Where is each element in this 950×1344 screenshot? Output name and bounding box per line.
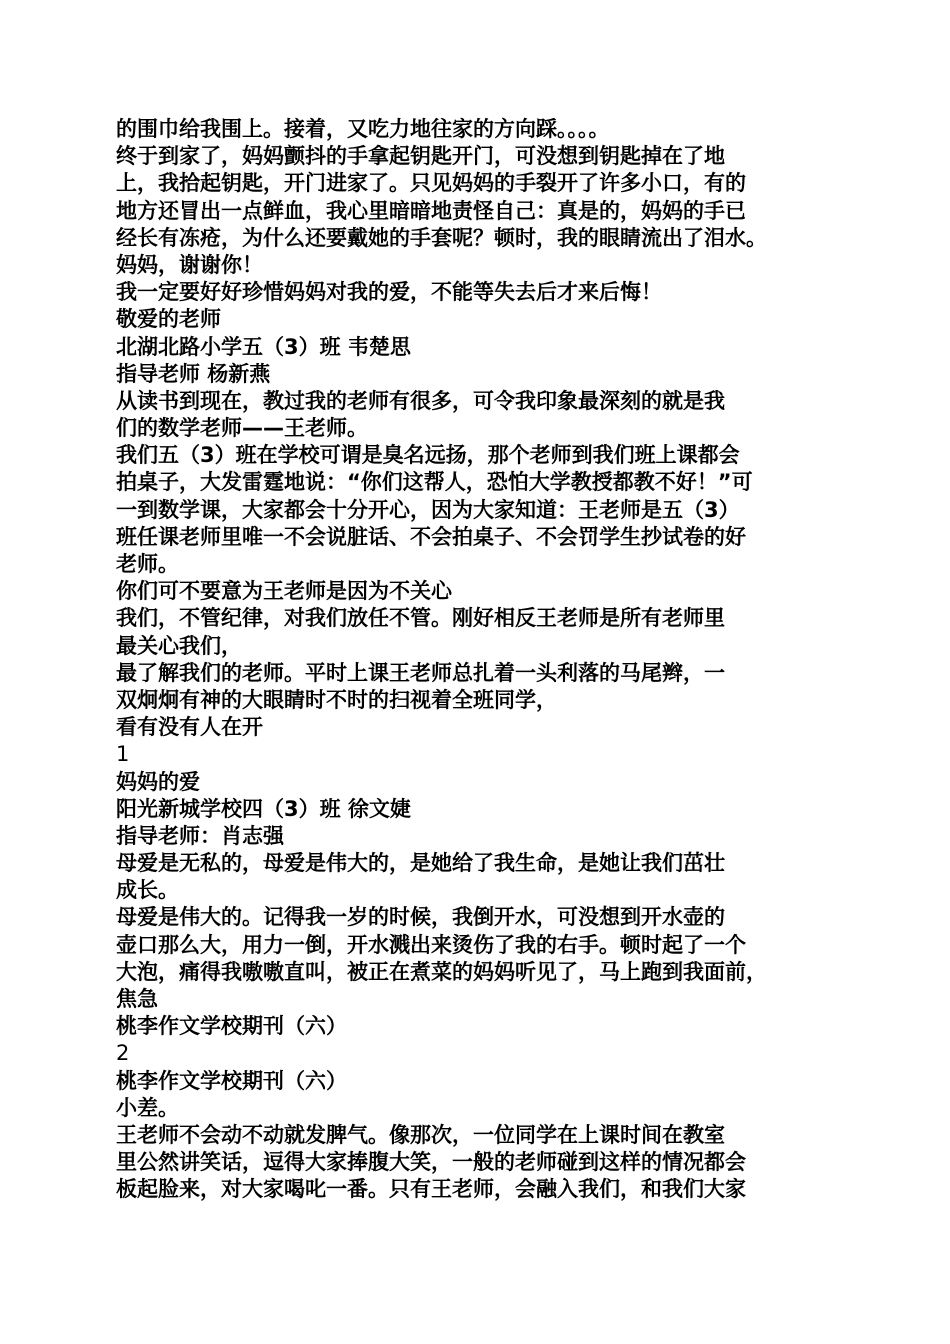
text-line: 敬爱的老师 <box>116 307 221 332</box>
text-line: 的围巾给我围上。接着，又吃力地往家的方向踩。。。。 <box>116 117 610 141</box>
text-line: 最了解我们的老师。平时上课王老师总扎着一头利落的马尾辫，一 <box>116 660 725 685</box>
text-line: 你们可不要意为王老师是因为不关心 <box>116 579 452 604</box>
text-line: 最关心我们， <box>116 633 242 658</box>
text-line: 老师。 <box>116 552 179 576</box>
text-line: 一到数学课，大家都会十分开心，因为大家知道：王老师是五（3） <box>116 497 740 522</box>
text-line: 桃李作文学校期刊（六） <box>116 1068 347 1093</box>
text-line: 北湖北路小学五（3）班 韦楚思 <box>116 334 411 359</box>
text-line: 上，我拾起钥匙，开门进家了。只见妈妈的手裂开了许多小口，有的 <box>116 171 746 196</box>
text-line: 里公然讲笑话，逗得大家捧腹大笑，一般的老师碰到这样的情况都会 <box>116 1150 746 1175</box>
text-line: 成长。 <box>116 878 179 903</box>
text-line: 地方还冒出一点鲜血，我心里暗暗地责怪自己：真是的，妈妈的手已 <box>116 198 746 223</box>
text-line: 看有没有人在开 <box>116 715 263 740</box>
page-number: 1 <box>116 742 130 767</box>
text-line: 小差。 <box>116 1095 179 1120</box>
text-line: 妈妈，谢谢你！ <box>116 252 263 277</box>
text-line: 指导老师 杨新燕 <box>116 361 271 386</box>
text-line: 板起脸来，对大家喝叱一番。只有王老师，会融入我们，和我们大家 <box>116 1177 746 1202</box>
text-line: 拍桌子，大发雷霆地说：“你们这帮人，恐怕大学教授都教不好！”可 <box>116 470 753 495</box>
text-line: 焦急 <box>116 987 158 1011</box>
page-number: 2 <box>116 1041 130 1066</box>
text-line: 班任课老师里唯一不会说脏话、不会拍桌子、不会罚学生抄试卷的好 <box>116 524 746 549</box>
text-line: 经长有冻疮，为什么还要戴她的手套呢？顿时，我的眼睛流出了泪水。 <box>116 225 767 250</box>
text-line: 壶口那么大，用力一倒，开水溅出来烫伤了我的右手。顿时起了一个 <box>116 932 746 957</box>
text-line: 们的数学老师——王老师。 <box>116 416 368 441</box>
text-line: 母爱是无私的，母爱是伟大的，是她给了我生命，是她让我们茁壮 <box>116 851 725 876</box>
text-line: 桃李作文学校期刊（六） <box>116 1014 347 1039</box>
text-line: 双炯炯有神的大眼睛时不时的扫视着全班同学， <box>116 687 557 712</box>
text-line: 妈妈的爱 <box>116 769 200 794</box>
text-line: 母爱是伟大的。记得我一岁的时候，我倒开水，可没想到开水壶的 <box>116 905 725 930</box>
text-line: 大泡，痛得我嗷嗷直叫，被正在煮菜的妈妈听见了，马上跑到我面前， <box>116 959 767 984</box>
text-line: 王老师不会动不动就发脾气。像那次，一位同学在上课时间在教室 <box>116 1122 725 1147</box>
text-line: 指导老师：肖志强 <box>116 823 284 848</box>
text-line: 我一定要好好珍惜妈妈对我的爱，不能等失去后才来后悔！ <box>116 280 662 305</box>
text-line: 阳光新城学校四（3）班 徐文婕 <box>116 796 411 821</box>
text-line: 终于到家了，妈妈颤抖的手拿起钥匙开门，可没想到钥匙掉在了地 <box>116 144 725 169</box>
text-line: 我们五（3）班在学校可谓是臭名远扬，那个老师到我们班上课都会 <box>116 443 740 468</box>
document-page <box>116 116 846 1204</box>
text-line: 从读书到现在，教过我的老师有很多，可令我印象最深刻的就是我 <box>116 388 725 413</box>
text-line: 我们，不管纪律，对我们放任不管。刚好相反王老师是所有老师里 <box>116 606 725 631</box>
